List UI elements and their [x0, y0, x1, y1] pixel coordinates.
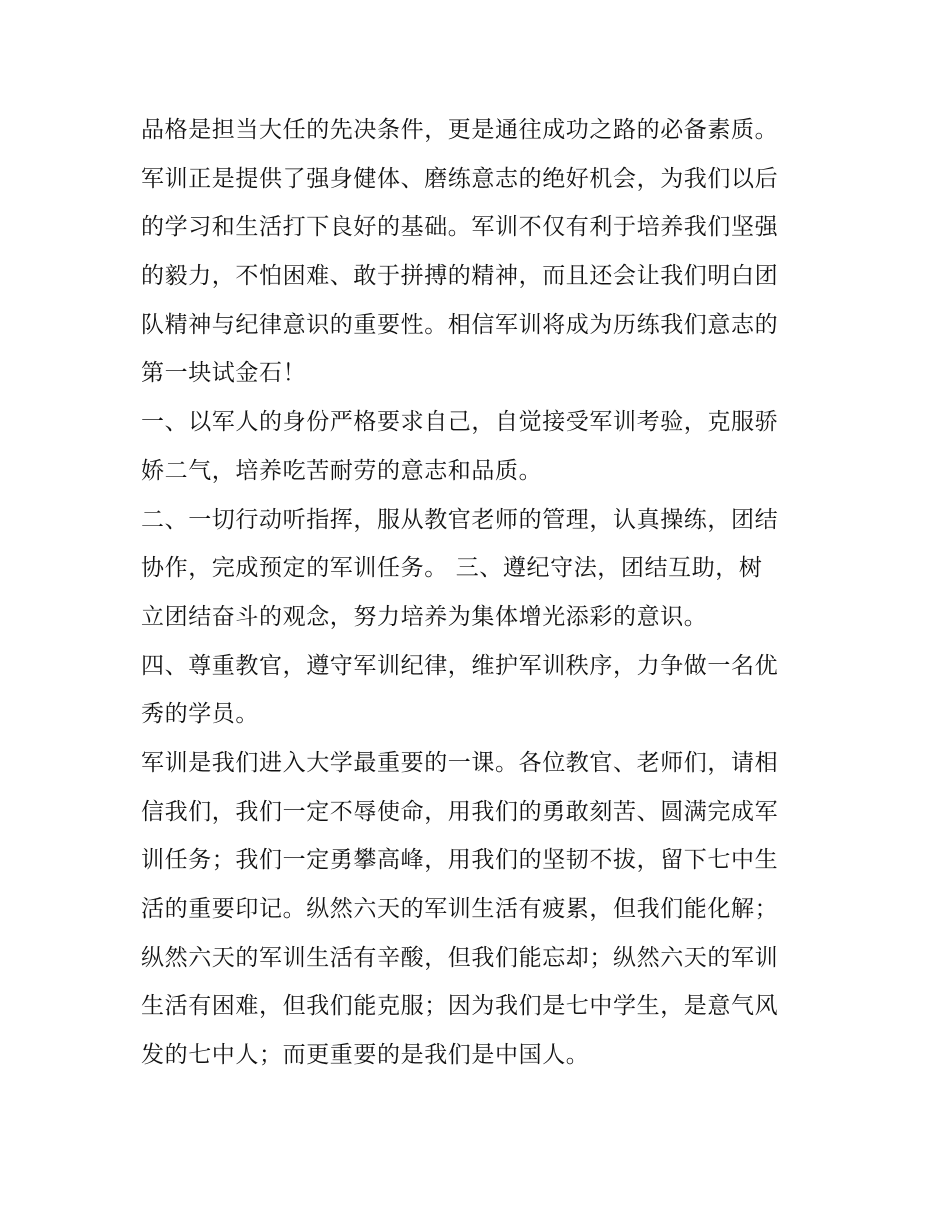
text-line: 军训正是提供了强身健体、磨练意志的绝好机会，为我们以后 [141, 165, 779, 192]
text-line: 信我们，我们一定不辱使命，用我们的勇敢刻苦、圆满完成军 [141, 798, 779, 825]
text-line: 队精神与纪律意识的重要性。相信军训将成为历练我们意志的 [141, 311, 779, 338]
text-line: 第一块试金石！ [141, 360, 307, 387]
text-line: 的学习和生活打下良好的基础。军训不仅有利于培养我们坚强 [141, 214, 779, 241]
list-item-3: 协作，完成预定的军训任务。 三、遵纪守法，团结互助，树 [141, 555, 763, 582]
text-line: 品格是担当大任的先决条件，更是通往成功之路的必备素质。 [141, 117, 779, 143]
text-line: 生活有困难，但我们能克服；因为我们是七中学生，是意气风 [141, 993, 779, 1020]
text-line: 秀的学员。 [141, 701, 259, 728]
text-line: 立团结奋斗的观念，努力培养为集体增光添彩的意识。 [141, 603, 708, 630]
text-line: 娇二气，培养吃苦耐劳的意志和品质。 [141, 457, 543, 484]
text-line: 发的七中人；而更重要的是我们是中国人。 [141, 1042, 590, 1069]
list-item-1: 一、以军人的身份严格要求自己，自觉接受军训考验，克服骄 [141, 409, 779, 436]
document-body [141, 106, 821, 1080]
text-line: 活的重要印记。纵然六天的军训生活有疲累，但我们能化解； [141, 896, 779, 922]
text-line: 训任务；我们一定勇攀高峰，用我们的坚韧不拔，留下七中生 [141, 847, 779, 874]
text-line: 纵然六天的军训生活有辛酸，但我们能忘却；纵然六天的军训 [141, 944, 779, 971]
list-item-4: 四、尊重教官，遵守军训纪律，维护军训秩序，力争做一名优 [141, 652, 779, 679]
text-line: 的毅力，不怕困难、敢于拼搏的精神，而且还会让我们明白团 [141, 263, 779, 290]
list-item-2: 二、一切行动听指挥，服从教官老师的管理，认真操练，团结 [141, 506, 779, 533]
text-line: 军训是我们进入大学最重要的一课。各位教官、老师们，请相 [141, 749, 779, 776]
